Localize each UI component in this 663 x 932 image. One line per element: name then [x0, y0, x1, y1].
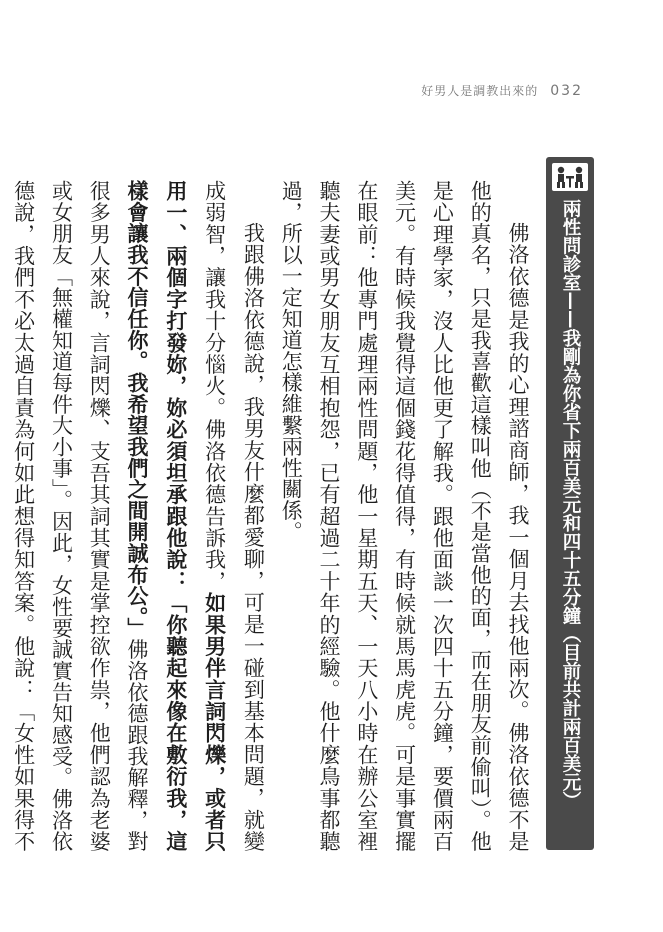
running-header	[421, 82, 583, 99]
section-sidebar	[546, 157, 594, 850]
paragraph-2-text-a: 我跟佛洛依德說，我男友什麼都愛聊，可是一碰到基本問題，就變成弱智，讓我十分惱火。佛洛依德告訴我，	[202, 180, 266, 852]
consultation-icon	[552, 163, 588, 191]
paragraph-2	[0, 180, 271, 852]
page-number: 032	[550, 83, 583, 99]
paragraph-2-text-b: 佛洛依德跟我解釋，對很多男人來說，言詞閃爍、支吾其詞其實是掌控欲作祟，他們認為老婆或女朋友「無權知道每件大小事」。因此，女性要誠實告知感受。佛洛依德說，我們不必太過自責為何如此想得知答案。他說：「女性如果得不	[11, 180, 150, 852]
book-title: 好男人是調教出來的	[421, 84, 539, 98]
body-text	[11, 180, 536, 852]
section-title: 兩性問診室——我剛為你省下兩百美元和四十五分鐘（目前共計兩百美元）	[560, 199, 581, 810]
paragraph-2-bold-advice: 如果男伴言詞閃爍，或者只用一、兩個字打發妳，妳必須坦承跟他說：「你聽起來像在敷衍我，這樣會讓我不信任你。我希望我們之間開誠布公。」	[125, 180, 228, 852]
paragraph-1: 佛洛依德是我的心理諮商師，我一個月去找他兩次。佛洛依德不是他的真名，只是我喜歡這樣叫他（不是當他的面，而在朋友前偷叫）。他是心理學家，沒人比他更了解我。跟他面談一次四十五分鐘，要價兩百美元。有時候我覺得這個錢花得值得，有時候就馬馬虎虎。可是事實擺在眼前：他專門處理兩性問題，他一星期五天、一天八小時在辦公室裡聽夫妻或男女朋友互相抱怨，已有超過二十年的經驗。他什麼鳥事都聽過，所以一定知道怎樣維繫兩性關係。	[279, 180, 530, 852]
